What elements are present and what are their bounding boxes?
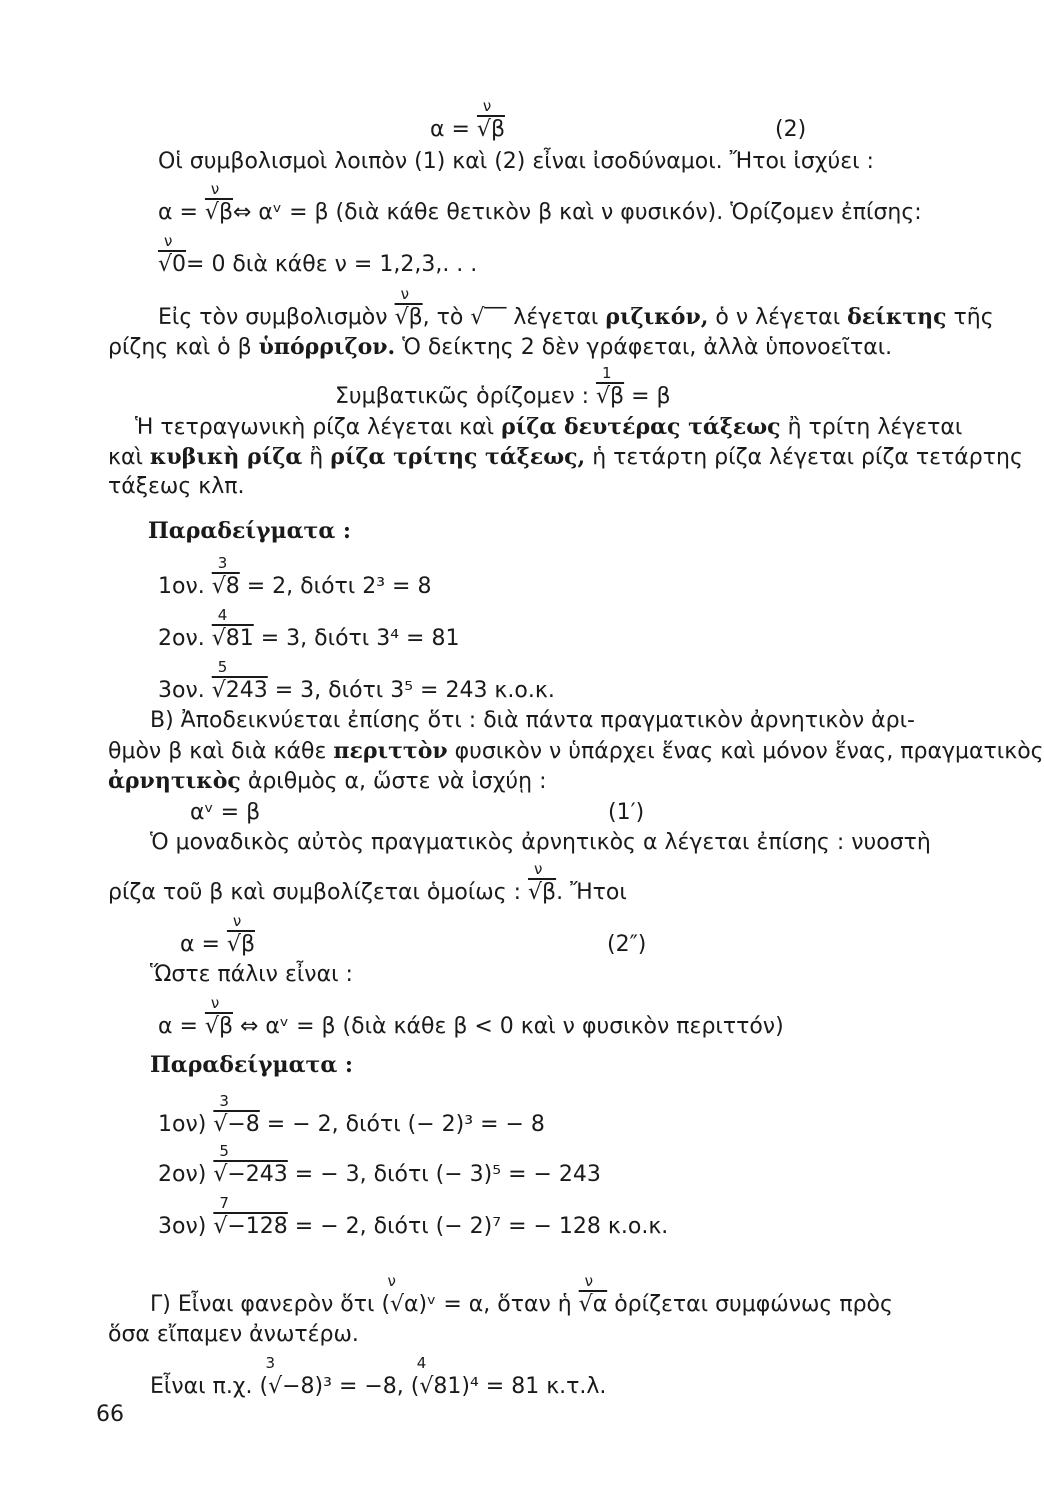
text-line: Οἱ συμβολισμοὶ λοιπὸν (1) καὶ (2) εἶναι ἰσοδύναμοι. Ἤτοι ἰσχύει : (158, 149, 874, 174)
radical (578, 1272, 608, 1320)
eq-text: α = (158, 1014, 205, 1039)
text-span: τῆς (946, 305, 994, 330)
example-label: 3ον) (158, 1214, 207, 1239)
radicand: √8 (211, 574, 240, 599)
text-span: Εἰς τὸν συμβολισμὸν (158, 305, 395, 330)
text-line (108, 736, 1044, 767)
text-span: = β (624, 384, 671, 409)
text-span: ἡ τετάρτη ρίζα λέγεται ρίζα τετάρτης (585, 445, 1023, 470)
equation-tag: (2) (775, 117, 807, 142)
text-line: Ὁ μοναδικὸς αὐτὸς πραγματικὸς ἀρνητικὸς α λέγεται ἐπίσης : νυοστὴ (150, 830, 931, 855)
root-index: 3 (265, 1354, 276, 1372)
text-span: ρίζα τοῦ β καὶ συμβολίζεται ὁμοίως : (108, 880, 529, 905)
root-index: 1 (602, 364, 612, 382)
examples-heading: Παραδείγματα : (148, 518, 352, 544)
example-label: 1ον) (158, 1112, 207, 1137)
bold-term: ρίζα δευτέρας τάξεως (501, 414, 781, 440)
example-text: = − 2, διότι (− 2)⁷ = − 128 κ.ο.κ. (287, 1214, 669, 1239)
bold-term: ριζικόν, (605, 304, 709, 330)
bold-term: ἀρνητικὸς (108, 768, 241, 794)
text-line: τάξεως κλπ. (108, 474, 245, 499)
radical (204, 180, 233, 228)
root-index: ν (232, 912, 242, 930)
radical (226, 912, 255, 960)
text-span: Ὁ δείκτης 2 δὲν γράφεται, ἀλλὰ ὑπονοεῖται. (395, 335, 893, 360)
radicand: √β (528, 880, 557, 905)
equation-tag: (1′) (608, 800, 645, 825)
radicand: √β (476, 117, 505, 142)
text-span: = 81 κ.τ.λ. (478, 1374, 607, 1399)
eq-text: ⇔ αᵛ = β (διὰ κάθε β < 0 καὶ ν φυσικὸν περιττόν) (232, 1014, 784, 1039)
root-index: 5 (219, 1142, 229, 1160)
root-index: 7 (219, 1194, 229, 1212)
radicand: √β (226, 932, 255, 957)
text-line (108, 332, 892, 363)
text-span: φυσικὸν ν ὑπάρχει ἕνας καὶ μόνον ἕνας, πραγματικὸς (447, 739, 1044, 764)
example-item (158, 1142, 601, 1190)
bold-term: ρίζα τρίτης τάξεως, (330, 444, 586, 470)
text-span: ὁ ν λέγεται (708, 305, 848, 330)
text-span: ἢ (302, 445, 331, 470)
text-span: , τὸ (422, 305, 471, 330)
text-line (135, 412, 962, 443)
example-item (158, 1194, 669, 1242)
root-index: ν (400, 285, 409, 303)
text-span: Γ) Εἶναι φανερὸν ὅτι (150, 1292, 382, 1317)
equation-2-second (180, 912, 647, 960)
text-line (108, 766, 547, 797)
radical (381, 1272, 437, 1320)
text-span: Ἡ τετραγωνικὴ ρίζα λέγεται καὶ (135, 415, 502, 440)
eq-text: = 0 διὰ κάθε ν = 1,2,3,. . . (186, 252, 478, 277)
root-index: 4 (416, 1354, 427, 1372)
radical (528, 860, 557, 908)
radical (476, 97, 505, 145)
eq-text: αᵛ = β (190, 800, 261, 825)
page-number: 66 (96, 1402, 124, 1427)
radicand: √0 (158, 252, 187, 277)
radicand: √β (204, 200, 233, 225)
radical (204, 994, 233, 1042)
example-text: = − 3, διότι (− 3)⁵ = − 243 (287, 1162, 601, 1187)
definition-line (158, 232, 478, 280)
example-label: 1ον. (158, 574, 205, 599)
example-label: 2ον. (158, 626, 205, 651)
radical-expr: (√α)ᵛ (381, 1292, 437, 1317)
text-span: ὁρίζεται συμφώνως πρὸς (607, 1292, 893, 1317)
radical (259, 1354, 332, 1402)
eq-text: α = (158, 200, 205, 225)
radicand: √81 (211, 626, 254, 651)
root-index: 4 (217, 606, 228, 624)
example-item (158, 554, 432, 602)
bold-term: κυβικὴ ρίζα (149, 444, 303, 470)
radical (410, 1354, 479, 1402)
radical (211, 606, 254, 654)
example-text: = 3, διότι 3⁴ = 81 (253, 626, 460, 651)
example-item (158, 606, 460, 654)
text-line: Ὥστε πάλιν εἶναι : (150, 962, 353, 987)
bold-term: δείκτης (847, 304, 947, 330)
text-span: Συμβατικῶς ὁρίζομεν : (335, 384, 597, 409)
text-line: ὅσα εἴπαμεν ἀνωτέρω. (108, 1322, 359, 1347)
example-text: = 3, διότι 3⁵ = 243 κ.ο.κ. (267, 678, 555, 703)
text-span: ἀριθμὸς α, ὥστε νὰ ἰσχύῃ : (240, 769, 547, 794)
radicand: √−128 (213, 1214, 288, 1239)
radicand: √α (578, 1292, 608, 1317)
example-line (150, 1354, 607, 1402)
equivalence-line (158, 994, 784, 1042)
eq-text: α = (180, 932, 227, 957)
root-index: ν (210, 180, 220, 198)
radical (211, 554, 240, 602)
eq-text: α = (430, 117, 477, 142)
radicand: √β (596, 384, 625, 409)
text-line (108, 860, 627, 908)
equation-tag: (2″) (607, 932, 647, 957)
radical-expr: (√−8)³ (259, 1374, 332, 1399)
convention-line (335, 364, 671, 412)
text-span: καὶ (108, 445, 150, 470)
root-index: ν (387, 1272, 396, 1290)
text-span: ρίζης καὶ ὁ β (108, 335, 259, 360)
equation-2 (430, 97, 807, 145)
text-span: . Ἤτοι (556, 880, 627, 905)
radicand: √243 (211, 678, 268, 703)
example-label: 3ον. (158, 678, 205, 703)
radical (213, 1194, 288, 1242)
root-index: ν (210, 994, 220, 1012)
radicand: √β (394, 305, 423, 330)
radical-sign: √‾‾ (470, 305, 507, 330)
equation-1-prime (190, 798, 645, 828)
radical (596, 364, 625, 412)
text-span: Εἶναι π.χ. (150, 1374, 260, 1399)
example-text: = − 2, διότι (− 2)³ = − 8 (259, 1112, 545, 1137)
radical-expr: (√81)⁴ (410, 1374, 479, 1399)
text-span: = −8, (331, 1374, 411, 1399)
example-label: 2ον) (158, 1162, 207, 1187)
text-line (158, 285, 994, 333)
example-item (158, 658, 555, 706)
text-line: B) Ἀποδεικνύεται ἐπίσης ὅτι : διὰ πάντα πραγματικὸν ἀρνητικὸν ἀρι- (150, 708, 915, 733)
radical (213, 1142, 288, 1190)
text-line (150, 1272, 893, 1320)
radical (394, 285, 423, 333)
radicand: √−8 (213, 1112, 260, 1137)
radical (158, 232, 187, 280)
root-index: ν (164, 232, 173, 250)
text-span: = α, ὅταν ἡ (436, 1292, 579, 1317)
root-index: ν (584, 1272, 594, 1290)
example-item (158, 1092, 545, 1140)
bold-term: περιττὸν (333, 738, 448, 764)
text-span: λέγεται (506, 305, 606, 330)
root-index: 3 (217, 554, 228, 572)
root-index: ν (482, 97, 492, 115)
text-line (108, 442, 1023, 473)
text-span: ἢ τρίτη λέγεται (780, 415, 963, 440)
radical (211, 658, 268, 706)
radicand: √−243 (213, 1162, 288, 1187)
bold-term: ὑπόρριζον. (258, 334, 396, 360)
radicand: √β (204, 1014, 233, 1039)
root-index: 3 (219, 1092, 229, 1110)
root-index: 5 (217, 658, 228, 676)
text-span: θμὸν β καὶ διὰ κάθε (108, 739, 334, 764)
root-index: ν (534, 860, 543, 878)
eq-text: ⇔ αᵛ = β (διὰ κάθε θετικὸν β καὶ ν φυσικόν). Ὁρίζομεν ἐπίσης: (232, 200, 922, 225)
example-text: = 2, διότι 2³ = 8 (239, 574, 432, 599)
examples-heading: Παραδείγματα : (150, 1052, 354, 1078)
equivalence-line (158, 180, 922, 228)
